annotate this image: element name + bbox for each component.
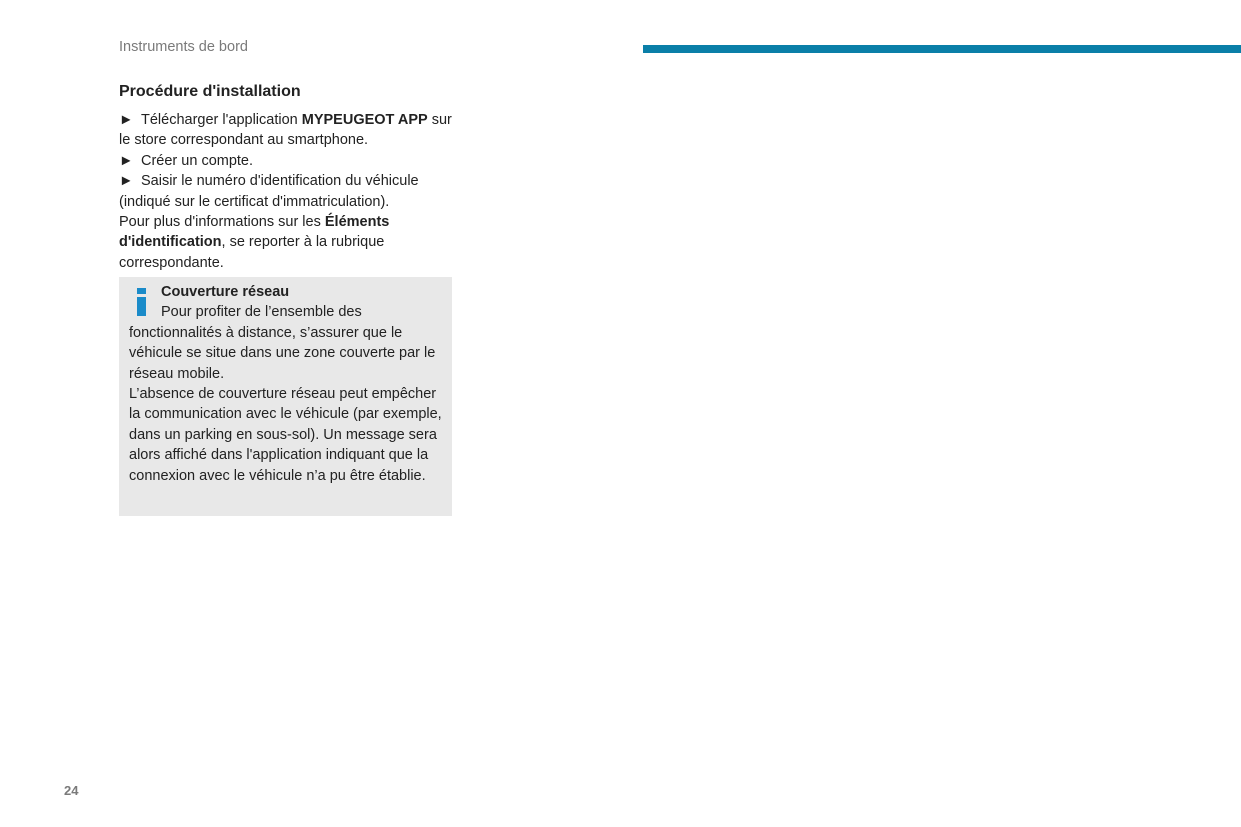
info-box [119,277,452,516]
page-title: Procédure d'installation [119,83,301,100]
page-number: 24 [64,783,79,798]
section-header: Instruments de bord [119,39,248,55]
reference-text: , se reporter à la rubrique correspondante. [119,234,385,271]
info-box-paragraph: Pour profiter de l’ensemble des fonctionnalités à distance, s’assurer que le véhicule se situe dans une zone couverte par le réseau mobile. [129,304,436,382]
list-item [119,110,452,151]
list-item [119,171,452,212]
reference-link-text: Éléments d'identification [119,214,390,251]
info-box-title: Couverture réseau [161,284,290,300]
reference-text: Pour plus d'informations sur les [119,214,325,231]
step-text: Créer un compte. [141,152,254,169]
main-content [119,82,452,273]
arrow-right-icon: ► [119,112,134,128]
header-accent-bar [643,45,1241,53]
info-box-paragraph: L’absence de couverture réseau peut empêcher la communication avec le véhicule (par exemple, dans un parking en sous-sol). Un message sera alors affiché dans l'application indiquant que la connexion avec le véhicule n’a pu être établie. [129,386,442,484]
app-name: MYPEUGEOT APP [301,112,428,128]
reference-paragraph [119,212,452,273]
step-text: sur le store correspondant au smartphone. [119,112,452,149]
list-item [119,151,452,171]
arrow-right-icon: ► [119,152,134,169]
step-text: Télécharger l'application [141,112,302,128]
arrow-right-icon: ► [119,173,134,190]
info-icon [129,282,161,320]
step-text: Saisir le numéro d'identification du véhicule (indiqué sur le certificat d'immatriculation). [119,173,419,210]
